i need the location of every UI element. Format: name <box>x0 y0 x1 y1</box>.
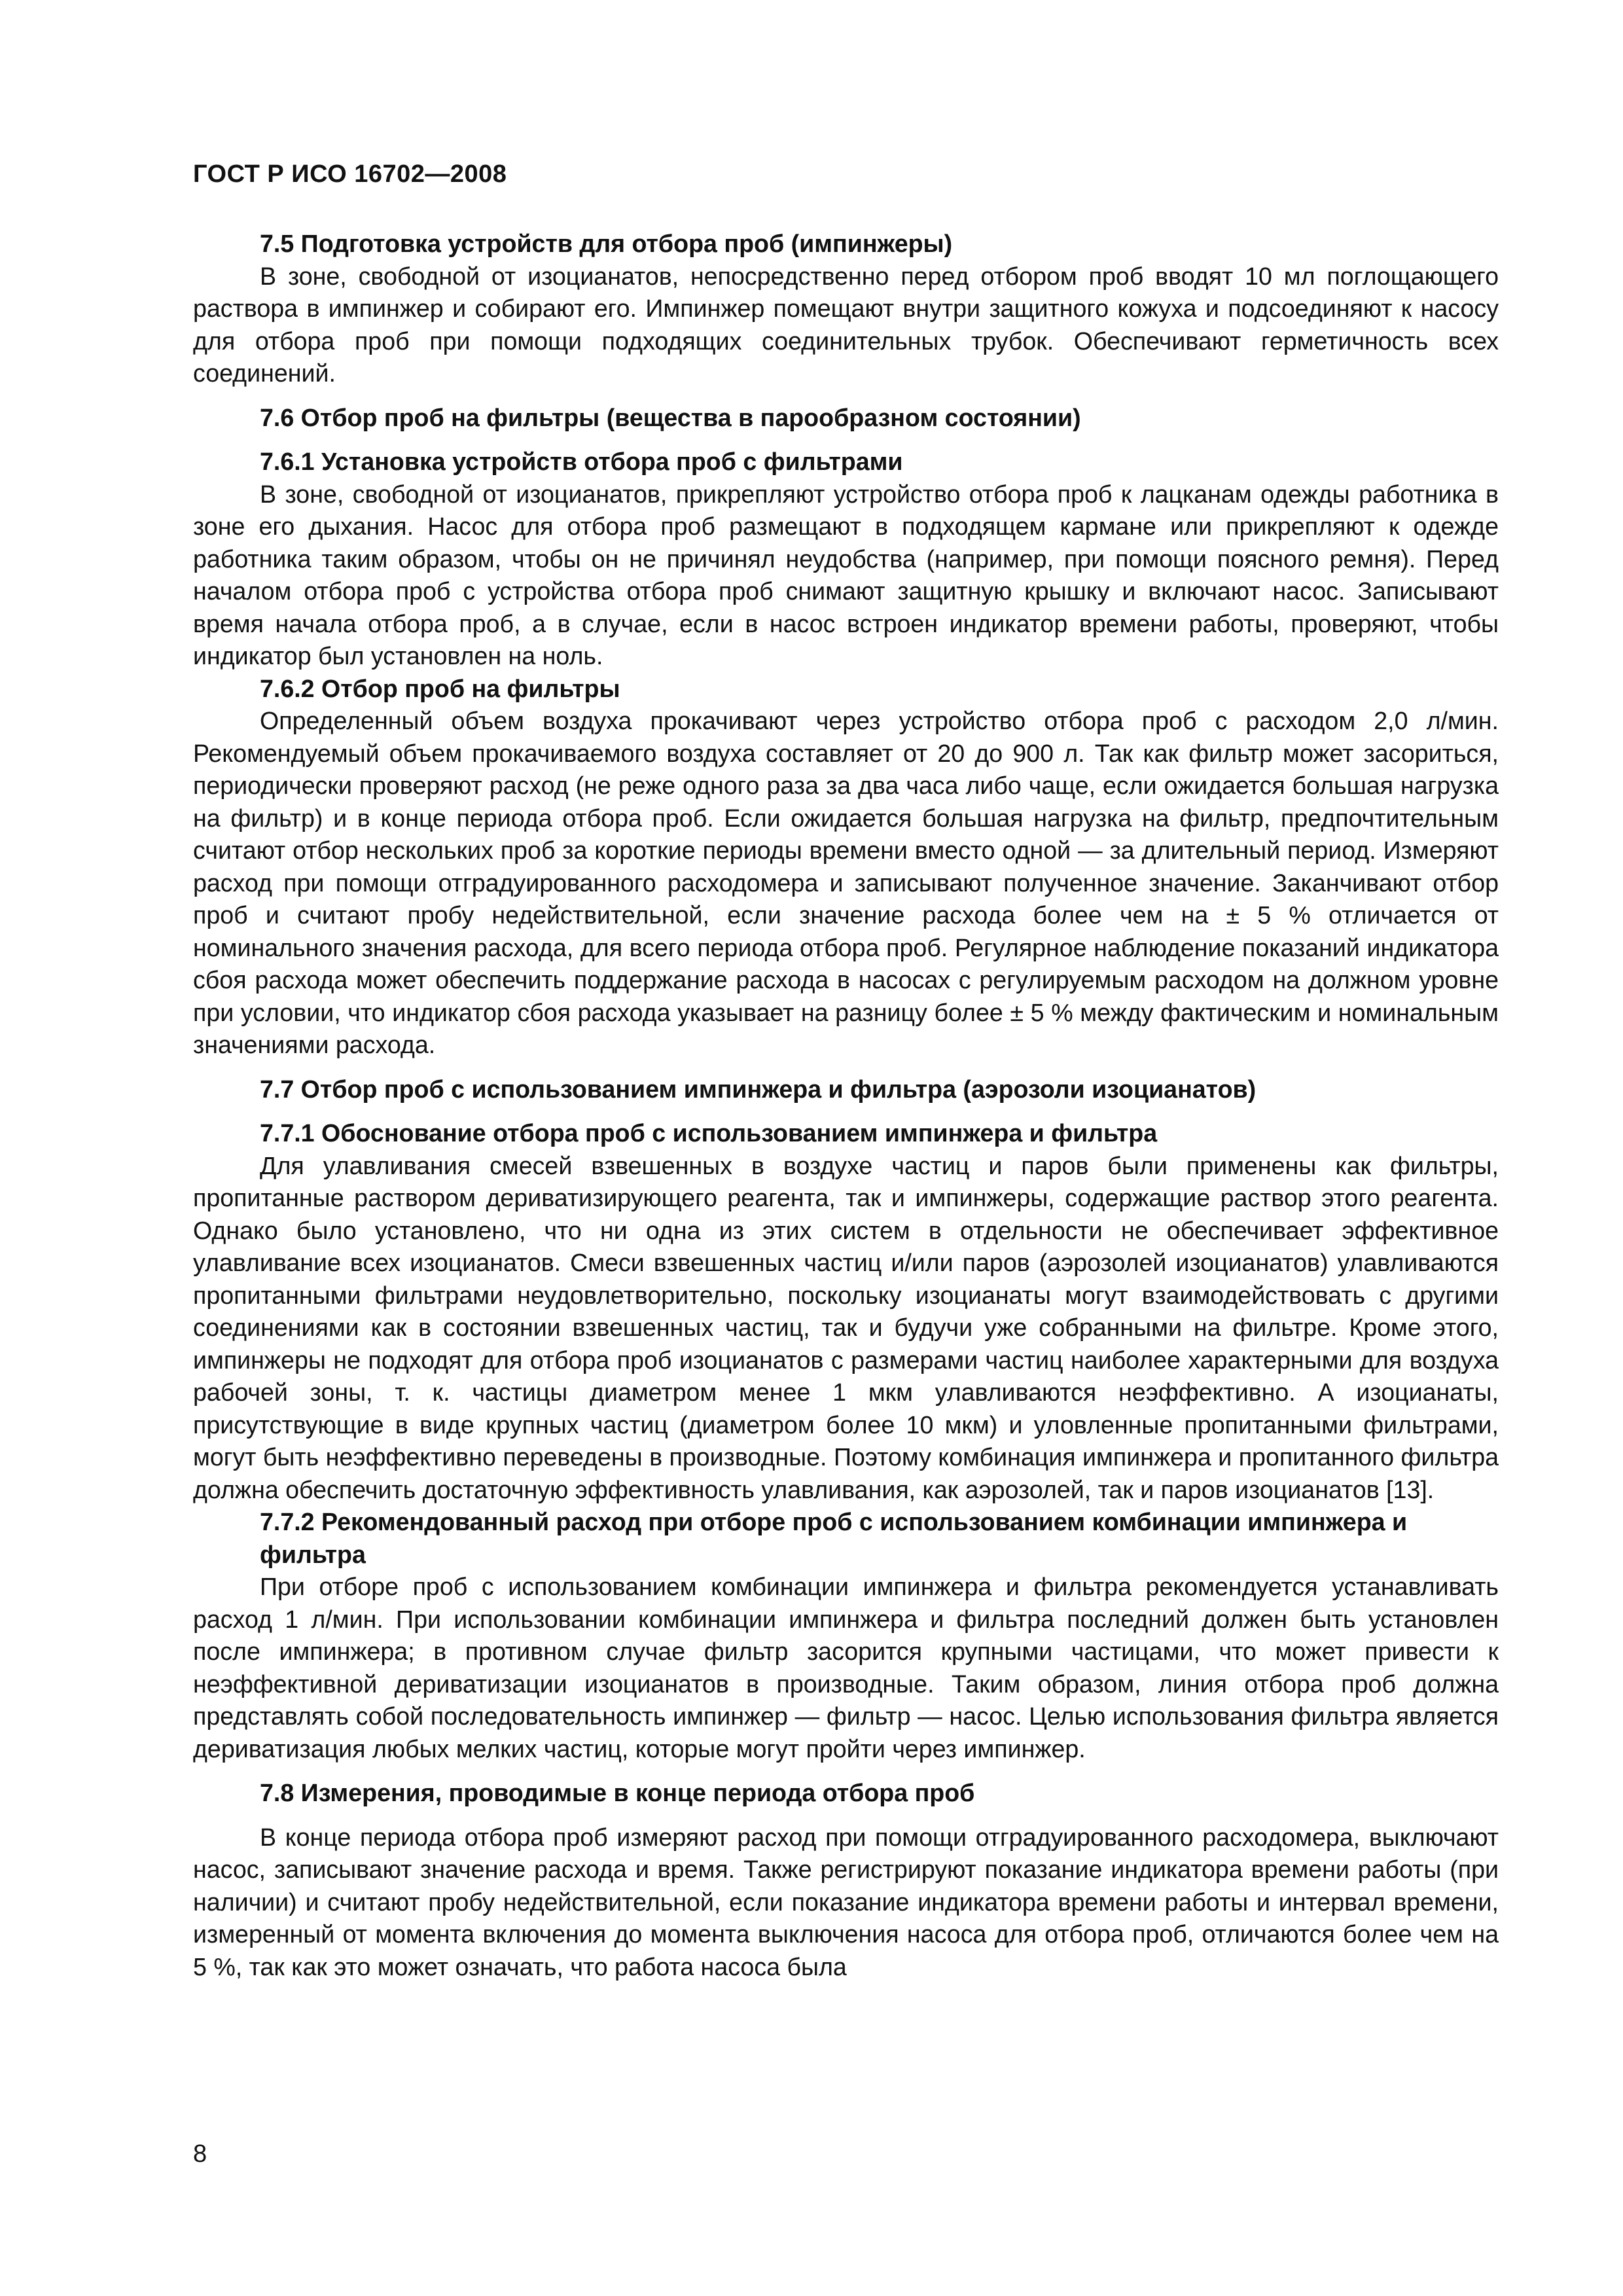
section-heading-7-7: 7.7 Отбор проб с использованием импинжера и фильтра (аэрозоли изоцианатов) <box>260 1075 1257 1103</box>
document-header: ГОСТ Р ИСО 16702—2008 <box>193 160 507 188</box>
document-body <box>193 228 1499 1983</box>
page-number: 8 <box>193 2140 207 2168</box>
section-heading-7-6-1: 7.6.1 Установка устройств отбора проб с фильтрами <box>260 448 903 475</box>
section-heading-7-6: 7.6 Отбор проб на фильтры (вещества в парообразном состоянии) <box>260 403 1081 431</box>
section-paragraph-7-7-1: Для улавливания смесей взвешенных в воздухе частиц и паров были применены как фильтры, пропитанные раствором дериватизирующего реагента, так и импинжеры, содержащие раствор этого реагента. Однако было установлено, что ни одна из этих систем в отдельности не обеспечивает эффективное улавливание всех изоцианатов. Смеси взвешенных частиц и/или паров (аэрозолей изоцианатов) улавливаются пропитанными фильтрами неудовлетворительно, поскольку изоцианаты могут взаимодействовать с другими соединениями как в состоянии взвешенных частиц, так и будучи уже собранными на фильтре. Кроме этого, импинжеры не подходят для отбора проб изоцианатов с размерами частиц наиболее характерными для воздуха рабочей зоны, т. к. частицы диаметром менее 1 мкм улавливаются неэффективно. А изоцианаты, присутствующие в виде крупных частиц (диаметром более 10 мкм) и уловленные пропитанными фильтрами, могут быть неэффективно переведены в производные. Поэтому комбинация импинжера и пропитанного фильтра должна обеспечить достаточную эффективность улавливания, как аэрозолей, так и паров изоцианатов [13]. <box>193 1151 1499 1503</box>
section-heading-7-7-1: 7.7.1 Обоснование отбора проб с использованием импинжера и фильтра <box>260 1119 1158 1147</box>
section-heading-7-6-2: 7.6.2 Отбор проб на фильтры <box>260 674 620 702</box>
section-heading-7-7-2: 7.7.2 Рекомендованный расход при отборе проб с использованием комбинации импинжера и фильтра <box>260 1508 1408 1568</box>
section-paragraph-7-8: В конце периода отбора проб измеряют расход при помощи отградуированного расходомера, выключают насос, записывают значение расхода и время. Также регистрируют показание индикатора времени работы (при наличии) и считают пробу недействительной, если показание индикатора времени работы и интервал времени, измеренный от момента включения до момента выключения насоса для отбора проб, отличаются более чем на 5 %, так как это может означать, что работа насоса была <box>193 1823 1499 1981</box>
section-paragraph-7-5: В зоне, свободной от изоцианатов, непосредственно перед отбором проб вводят 10 мл поглощающего раствора в импинжер и собирают его. Импинжер помещают внутри защитного кожуха и подсоединяют к насосу для отбора проб при помощи подходящих соединительных трубок. Обеспечивают герметичность всех соединений. <box>193 262 1499 387</box>
section-paragraph-7-7-2: При отборе проб с использованием комбинации импинжера и фильтра рекомендуется устанавливать расход 1 л/мин. При использовании комбинации импинжера и фильтра последний должен быть установлен после импинжера; в противном случае фильтр засорится крупными частицами, что может привести к неэффективной дериватизации изоцианатов в производные. Таким образом, линия отбора проб должна представлять собой последовательность импинжер — фильтр — насос. Целью использования фильтра является дериватизация любых мелких частиц, которые могут пройти через импинжер. <box>193 1573 1499 1763</box>
section-paragraph-7-6-1: В зоне, свободной от изоцианатов, прикрепляют устройство отбора проб к лацканам одежды работника в зоне его дыхания. Насос для отбора проб размещают в подходящем кармане или прикрепляют к одежде работника таким образом, чтобы он не причинял неудобства (например, при помощи поясного ремня). Перед началом отбора проб с устройства отбора проб снимают защитную крышку и включают насос. Записывают время начала отбора проб, а в случае, если в насос встроен индикатор времени работы, проверяют, чтобы индикатор был установлен на ноль. <box>193 480 1499 670</box>
section-paragraph-7-6-2: Определенный объем воздуха прокачивают через устройство отбора проб с расходом 2,0 л/мин. Рекомендуемый объем прокачиваемого воздуха составляет от 20 до 900 л. Так как фильтр может засориться, периодически проверяют расход (не реже одного раза за два часа либо чаще, если ожидается большая нагрузка на фильтр) и в конце периода отбора проб. Если ожидается большая нагрузка на фильтр, предпочтительным считают отбор нескольких проб за короткие периоды времени вместо одной — за длительный период. Измеряют расход при помощи отградуированного расходомера и записывают полученное значение. Заканчивают отбор проб и считают пробу недействительной, если значение расхода более чем на ± 5 % отличается от номинального значения расхода, для всего периода отбора проб. Регулярное наблюдение показаний индикатора сбоя расхода может обеспечить поддержание расхода в насосах с регулируемым расходом на должном уровне при условии, что индикатор сбоя расхода указывает на разницу более ± 5 % между фактическим и номинальным значениями расхода. <box>193 707 1499 1058</box>
section-heading-7-8: 7.8 Измерения, проводимые в конце периода отбора проб <box>260 1779 975 1806</box>
section-heading-7-5: 7.5 Подготовка устройств для отбора проб (импинжеры) <box>260 230 953 257</box>
